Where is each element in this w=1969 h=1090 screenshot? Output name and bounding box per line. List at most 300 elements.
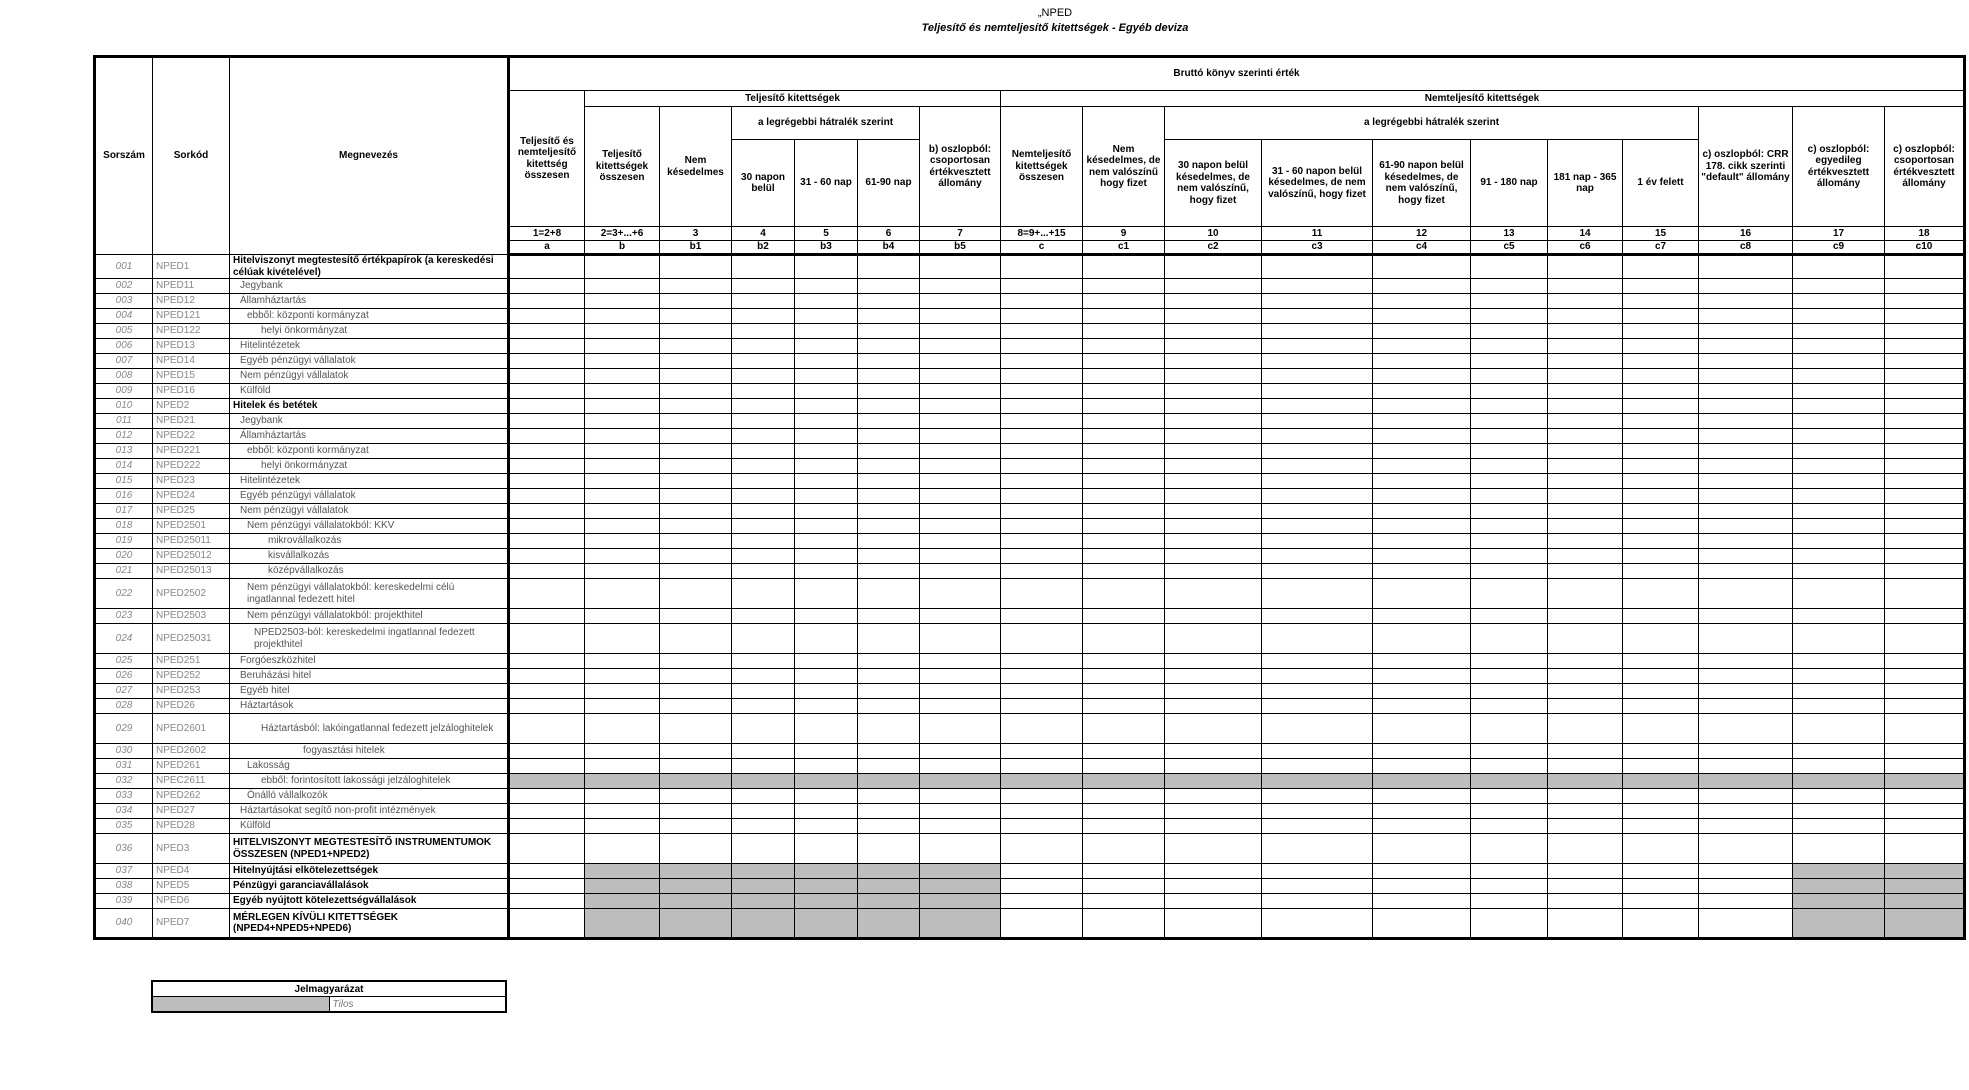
data-cell[interactable] — [509, 339, 585, 354]
data-cell[interactable] — [1262, 294, 1373, 309]
data-cell[interactable] — [1885, 759, 1965, 774]
data-cell[interactable] — [795, 279, 858, 294]
data-cell[interactable] — [1165, 894, 1262, 909]
data-cell[interactable] — [1471, 819, 1548, 834]
data-cell[interactable] — [920, 834, 1001, 864]
data-cell[interactable] — [1699, 669, 1793, 684]
data-cell[interactable] — [1262, 894, 1373, 909]
data-cell[interactable] — [1471, 309, 1548, 324]
data-cell[interactable] — [1471, 504, 1548, 519]
data-cell[interactable] — [1083, 369, 1165, 384]
data-cell[interactable] — [1001, 549, 1083, 564]
data-cell[interactable] — [509, 909, 585, 939]
data-cell[interactable] — [795, 774, 858, 789]
data-cell[interactable] — [1699, 444, 1793, 459]
data-cell[interactable] — [1623, 354, 1699, 369]
data-cell[interactable] — [795, 339, 858, 354]
data-cell[interactable] — [795, 384, 858, 399]
data-cell[interactable] — [1623, 414, 1699, 429]
data-cell[interactable] — [1083, 489, 1165, 504]
data-cell[interactable] — [585, 534, 660, 549]
data-cell[interactable] — [1262, 339, 1373, 354]
data-cell[interactable] — [1471, 354, 1548, 369]
data-cell[interactable] — [1548, 759, 1623, 774]
data-cell[interactable] — [660, 519, 732, 534]
data-cell[interactable] — [1165, 534, 1262, 549]
data-cell[interactable] — [1083, 894, 1165, 909]
data-cell[interactable] — [1793, 609, 1885, 624]
data-cell[interactable] — [732, 444, 795, 459]
data-cell[interactable] — [1373, 864, 1471, 879]
data-cell[interactable] — [1471, 279, 1548, 294]
data-cell[interactable] — [920, 564, 1001, 579]
data-cell[interactable] — [732, 609, 795, 624]
data-cell[interactable] — [585, 879, 660, 894]
data-cell[interactable] — [1262, 399, 1373, 414]
data-cell[interactable] — [1165, 459, 1262, 474]
data-cell[interactable] — [1623, 369, 1699, 384]
data-cell[interactable] — [509, 759, 585, 774]
data-cell[interactable] — [1001, 654, 1083, 669]
data-cell[interactable] — [509, 444, 585, 459]
data-cell[interactable] — [660, 609, 732, 624]
data-cell[interactable] — [660, 309, 732, 324]
data-cell[interactable] — [660, 489, 732, 504]
data-cell[interactable] — [509, 834, 585, 864]
data-cell[interactable] — [795, 564, 858, 579]
data-cell[interactable] — [1083, 864, 1165, 879]
data-cell[interactable] — [1083, 654, 1165, 669]
data-cell[interactable] — [1885, 255, 1965, 279]
data-cell[interactable] — [1699, 564, 1793, 579]
data-cell[interactable] — [795, 474, 858, 489]
data-cell[interactable] — [509, 519, 585, 534]
data-cell[interactable] — [920, 714, 1001, 744]
data-cell[interactable] — [1373, 654, 1471, 669]
data-cell[interactable] — [1373, 699, 1471, 714]
data-cell[interactable] — [1699, 579, 1793, 609]
data-cell[interactable] — [1373, 624, 1471, 654]
data-cell[interactable] — [732, 654, 795, 669]
data-cell[interactable] — [585, 744, 660, 759]
data-cell[interactable] — [1793, 894, 1885, 909]
data-cell[interactable] — [1373, 399, 1471, 414]
data-cell[interactable] — [1262, 309, 1373, 324]
data-cell[interactable] — [1083, 519, 1165, 534]
data-cell[interactable] — [1001, 759, 1083, 774]
data-cell[interactable] — [1001, 279, 1083, 294]
data-cell[interactable] — [1165, 549, 1262, 564]
data-cell[interactable] — [1885, 279, 1965, 294]
data-cell[interactable] — [858, 489, 920, 504]
data-cell[interactable] — [795, 444, 858, 459]
data-cell[interactable] — [1885, 654, 1965, 669]
data-cell[interactable] — [1623, 564, 1699, 579]
data-cell[interactable] — [1083, 759, 1165, 774]
data-cell[interactable] — [1623, 819, 1699, 834]
data-cell[interactable] — [585, 699, 660, 714]
data-cell[interactable] — [858, 534, 920, 549]
data-cell[interactable] — [1623, 804, 1699, 819]
data-cell[interactable] — [509, 324, 585, 339]
data-cell[interactable] — [509, 564, 585, 579]
data-cell[interactable] — [1262, 609, 1373, 624]
data-cell[interactable] — [858, 444, 920, 459]
data-cell[interactable] — [920, 504, 1001, 519]
data-cell[interactable] — [1165, 255, 1262, 279]
data-cell[interactable] — [1885, 339, 1965, 354]
data-cell[interactable] — [1699, 909, 1793, 939]
data-cell[interactable] — [1793, 579, 1885, 609]
data-cell[interactable] — [1885, 744, 1965, 759]
data-cell[interactable] — [1793, 384, 1885, 399]
data-cell[interactable] — [1373, 834, 1471, 864]
data-cell[interactable] — [795, 579, 858, 609]
data-cell[interactable] — [1001, 789, 1083, 804]
data-cell[interactable] — [1699, 684, 1793, 699]
data-cell[interactable] — [858, 474, 920, 489]
data-cell[interactable] — [920, 369, 1001, 384]
data-cell[interactable] — [1623, 669, 1699, 684]
data-cell[interactable] — [1548, 669, 1623, 684]
data-cell[interactable] — [1262, 354, 1373, 369]
data-cell[interactable] — [795, 789, 858, 804]
data-cell[interactable] — [1623, 684, 1699, 699]
data-cell[interactable] — [920, 534, 1001, 549]
data-cell[interactable] — [1262, 834, 1373, 864]
data-cell[interactable] — [1262, 579, 1373, 609]
data-cell[interactable] — [1165, 489, 1262, 504]
data-cell[interactable] — [1471, 894, 1548, 909]
data-cell[interactable] — [1165, 624, 1262, 654]
data-cell[interactable] — [858, 309, 920, 324]
data-cell[interactable] — [1885, 384, 1965, 399]
data-cell[interactable] — [858, 579, 920, 609]
data-cell[interactable] — [1471, 609, 1548, 624]
data-cell[interactable] — [1885, 774, 1965, 789]
data-cell[interactable] — [920, 789, 1001, 804]
data-cell[interactable] — [1001, 534, 1083, 549]
data-cell[interactable] — [660, 819, 732, 834]
data-cell[interactable] — [1262, 714, 1373, 744]
data-cell[interactable] — [660, 699, 732, 714]
data-cell[interactable] — [1548, 459, 1623, 474]
data-cell[interactable] — [732, 369, 795, 384]
data-cell[interactable] — [858, 879, 920, 894]
data-cell[interactable] — [1623, 744, 1699, 759]
data-cell[interactable] — [1471, 909, 1548, 939]
data-cell[interactable] — [1548, 279, 1623, 294]
data-cell[interactable] — [1165, 699, 1262, 714]
data-cell[interactable] — [1885, 354, 1965, 369]
data-cell[interactable] — [660, 504, 732, 519]
data-cell[interactable] — [1001, 354, 1083, 369]
data-cell[interactable] — [920, 279, 1001, 294]
data-cell[interactable] — [920, 255, 1001, 279]
data-cell[interactable] — [509, 279, 585, 294]
data-cell[interactable] — [1262, 444, 1373, 459]
data-cell[interactable] — [1373, 714, 1471, 744]
data-cell[interactable] — [1083, 909, 1165, 939]
data-cell[interactable] — [1699, 744, 1793, 759]
data-cell[interactable] — [1548, 774, 1623, 789]
data-cell[interactable] — [1262, 459, 1373, 474]
data-cell[interactable] — [1001, 504, 1083, 519]
data-cell[interactable] — [1699, 879, 1793, 894]
data-cell[interactable] — [509, 804, 585, 819]
data-cell[interactable] — [509, 309, 585, 324]
data-cell[interactable] — [1001, 429, 1083, 444]
data-cell[interactable] — [1471, 429, 1548, 444]
data-cell[interactable] — [1699, 324, 1793, 339]
data-cell[interactable] — [585, 414, 660, 429]
data-cell[interactable] — [1548, 684, 1623, 699]
data-cell[interactable] — [858, 834, 920, 864]
data-cell[interactable] — [660, 255, 732, 279]
data-cell[interactable] — [585, 774, 660, 789]
data-cell[interactable] — [585, 759, 660, 774]
data-cell[interactable] — [660, 744, 732, 759]
data-cell[interactable] — [660, 864, 732, 879]
data-cell[interactable] — [1471, 564, 1548, 579]
data-cell[interactable] — [1165, 879, 1262, 894]
data-cell[interactable] — [1699, 339, 1793, 354]
data-cell[interactable] — [795, 684, 858, 699]
data-cell[interactable] — [1793, 819, 1885, 834]
data-cell[interactable] — [1373, 744, 1471, 759]
data-cell[interactable] — [1623, 429, 1699, 444]
data-cell[interactable] — [1793, 369, 1885, 384]
data-cell[interactable] — [732, 624, 795, 654]
data-cell[interactable] — [858, 459, 920, 474]
data-cell[interactable] — [1373, 579, 1471, 609]
data-cell[interactable] — [1885, 804, 1965, 819]
data-cell[interactable] — [1548, 789, 1623, 804]
data-cell[interactable] — [732, 279, 795, 294]
data-cell[interactable] — [1793, 399, 1885, 414]
data-cell[interactable] — [1083, 324, 1165, 339]
data-cell[interactable] — [920, 909, 1001, 939]
data-cell[interactable] — [1001, 309, 1083, 324]
data-cell[interactable] — [1471, 744, 1548, 759]
data-cell[interactable] — [1623, 279, 1699, 294]
data-cell[interactable] — [660, 294, 732, 309]
data-cell[interactable] — [1699, 774, 1793, 789]
data-cell[interactable] — [1165, 279, 1262, 294]
data-cell[interactable] — [1548, 489, 1623, 504]
data-cell[interactable] — [1001, 744, 1083, 759]
data-cell[interactable] — [920, 684, 1001, 699]
data-cell[interactable] — [1165, 789, 1262, 804]
data-cell[interactable] — [660, 549, 732, 564]
data-cell[interactable] — [1623, 549, 1699, 564]
data-cell[interactable] — [920, 414, 1001, 429]
data-cell[interactable] — [1373, 909, 1471, 939]
data-cell[interactable] — [509, 579, 585, 609]
data-cell[interactable] — [1623, 504, 1699, 519]
data-cell[interactable] — [1083, 699, 1165, 714]
data-cell[interactable] — [1623, 714, 1699, 744]
data-cell[interactable] — [1083, 309, 1165, 324]
data-cell[interactable] — [1262, 369, 1373, 384]
data-cell[interactable] — [920, 354, 1001, 369]
data-cell[interactable] — [1548, 444, 1623, 459]
data-cell[interactable] — [732, 504, 795, 519]
data-cell[interactable] — [732, 459, 795, 474]
data-cell[interactable] — [920, 489, 1001, 504]
data-cell[interactable] — [858, 624, 920, 654]
data-cell[interactable] — [1001, 699, 1083, 714]
data-cell[interactable] — [1262, 774, 1373, 789]
data-cell[interactable] — [660, 429, 732, 444]
data-cell[interactable] — [1885, 699, 1965, 714]
data-cell[interactable] — [1083, 255, 1165, 279]
data-cell[interactable] — [732, 804, 795, 819]
data-cell[interactable] — [509, 399, 585, 414]
data-cell[interactable] — [1699, 354, 1793, 369]
data-cell[interactable] — [858, 894, 920, 909]
data-cell[interactable] — [795, 834, 858, 864]
data-cell[interactable] — [1623, 339, 1699, 354]
data-cell[interactable] — [1793, 474, 1885, 489]
data-cell[interactable] — [1793, 504, 1885, 519]
data-cell[interactable] — [1699, 534, 1793, 549]
data-cell[interactable] — [1793, 744, 1885, 759]
data-cell[interactable] — [585, 789, 660, 804]
data-cell[interactable] — [1001, 609, 1083, 624]
data-cell[interactable] — [1548, 654, 1623, 669]
data-cell[interactable] — [1699, 759, 1793, 774]
data-cell[interactable] — [585, 609, 660, 624]
data-cell[interactable] — [1373, 474, 1471, 489]
data-cell[interactable] — [1548, 819, 1623, 834]
data-cell[interactable] — [1793, 294, 1885, 309]
data-cell[interactable] — [920, 744, 1001, 759]
data-cell[interactable] — [1165, 714, 1262, 744]
data-cell[interactable] — [1471, 519, 1548, 534]
data-cell[interactable] — [1885, 834, 1965, 864]
data-cell[interactable] — [660, 444, 732, 459]
data-cell[interactable] — [1793, 909, 1885, 939]
data-cell[interactable] — [585, 444, 660, 459]
data-cell[interactable] — [1373, 564, 1471, 579]
data-cell[interactable] — [1001, 294, 1083, 309]
data-cell[interactable] — [1165, 579, 1262, 609]
data-cell[interactable] — [585, 429, 660, 444]
data-cell[interactable] — [1262, 819, 1373, 834]
data-cell[interactable] — [1699, 894, 1793, 909]
data-cell[interactable] — [585, 369, 660, 384]
data-cell[interactable] — [1165, 819, 1262, 834]
data-cell[interactable] — [1165, 384, 1262, 399]
data-cell[interactable] — [795, 429, 858, 444]
data-cell[interactable] — [509, 624, 585, 654]
data-cell[interactable] — [585, 909, 660, 939]
data-cell[interactable] — [732, 474, 795, 489]
data-cell[interactable] — [1001, 714, 1083, 744]
data-cell[interactable] — [1793, 669, 1885, 684]
data-cell[interactable] — [1262, 879, 1373, 894]
data-cell[interactable] — [732, 834, 795, 864]
data-cell[interactable] — [660, 834, 732, 864]
data-cell[interactable] — [1083, 609, 1165, 624]
data-cell[interactable] — [1471, 459, 1548, 474]
data-cell[interactable] — [1165, 369, 1262, 384]
data-cell[interactable] — [1548, 369, 1623, 384]
data-cell[interactable] — [1885, 564, 1965, 579]
data-cell[interactable] — [1262, 519, 1373, 534]
data-cell[interactable] — [1885, 684, 1965, 699]
data-cell[interactable] — [509, 609, 585, 624]
data-cell[interactable] — [920, 819, 1001, 834]
data-cell[interactable] — [858, 804, 920, 819]
data-cell[interactable] — [1165, 444, 1262, 459]
data-cell[interactable] — [1083, 879, 1165, 894]
data-cell[interactable] — [1793, 339, 1885, 354]
data-cell[interactable] — [795, 669, 858, 684]
data-cell[interactable] — [1083, 459, 1165, 474]
data-cell[interactable] — [509, 459, 585, 474]
data-cell[interactable] — [795, 459, 858, 474]
data-cell[interactable] — [732, 534, 795, 549]
data-cell[interactable] — [1262, 255, 1373, 279]
data-cell[interactable] — [858, 609, 920, 624]
data-cell[interactable] — [660, 624, 732, 654]
data-cell[interactable] — [920, 654, 1001, 669]
data-cell[interactable] — [920, 669, 1001, 684]
data-cell[interactable] — [732, 864, 795, 879]
data-cell[interactable] — [732, 894, 795, 909]
data-cell[interactable] — [858, 519, 920, 534]
data-cell[interactable] — [732, 339, 795, 354]
data-cell[interactable] — [1885, 579, 1965, 609]
data-cell[interactable] — [732, 669, 795, 684]
data-cell[interactable] — [1373, 804, 1471, 819]
data-cell[interactable] — [1471, 804, 1548, 819]
data-cell[interactable] — [795, 519, 858, 534]
data-cell[interactable] — [585, 579, 660, 609]
data-cell[interactable] — [795, 759, 858, 774]
data-cell[interactable] — [660, 684, 732, 699]
data-cell[interactable] — [1793, 459, 1885, 474]
data-cell[interactable] — [1623, 909, 1699, 939]
data-cell[interactable] — [858, 324, 920, 339]
data-cell[interactable] — [585, 324, 660, 339]
data-cell[interactable] — [732, 579, 795, 609]
data-cell[interactable] — [795, 744, 858, 759]
data-cell[interactable] — [920, 864, 1001, 879]
data-cell[interactable] — [1623, 699, 1699, 714]
data-cell[interactable] — [1165, 354, 1262, 369]
data-cell[interactable] — [1165, 294, 1262, 309]
data-cell[interactable] — [1793, 879, 1885, 894]
data-cell[interactable] — [585, 834, 660, 864]
data-cell[interactable] — [1793, 774, 1885, 789]
data-cell[interactable] — [1373, 429, 1471, 444]
data-cell[interactable] — [1373, 279, 1471, 294]
data-cell[interactable] — [732, 519, 795, 534]
data-cell[interactable] — [1083, 399, 1165, 414]
data-cell[interactable] — [795, 414, 858, 429]
data-cell[interactable] — [509, 549, 585, 564]
data-cell[interactable] — [509, 684, 585, 699]
data-cell[interactable] — [1165, 804, 1262, 819]
data-cell[interactable] — [1699, 399, 1793, 414]
data-cell[interactable] — [1548, 834, 1623, 864]
data-cell[interactable] — [1165, 324, 1262, 339]
data-cell[interactable] — [1548, 864, 1623, 879]
data-cell[interactable] — [1262, 504, 1373, 519]
